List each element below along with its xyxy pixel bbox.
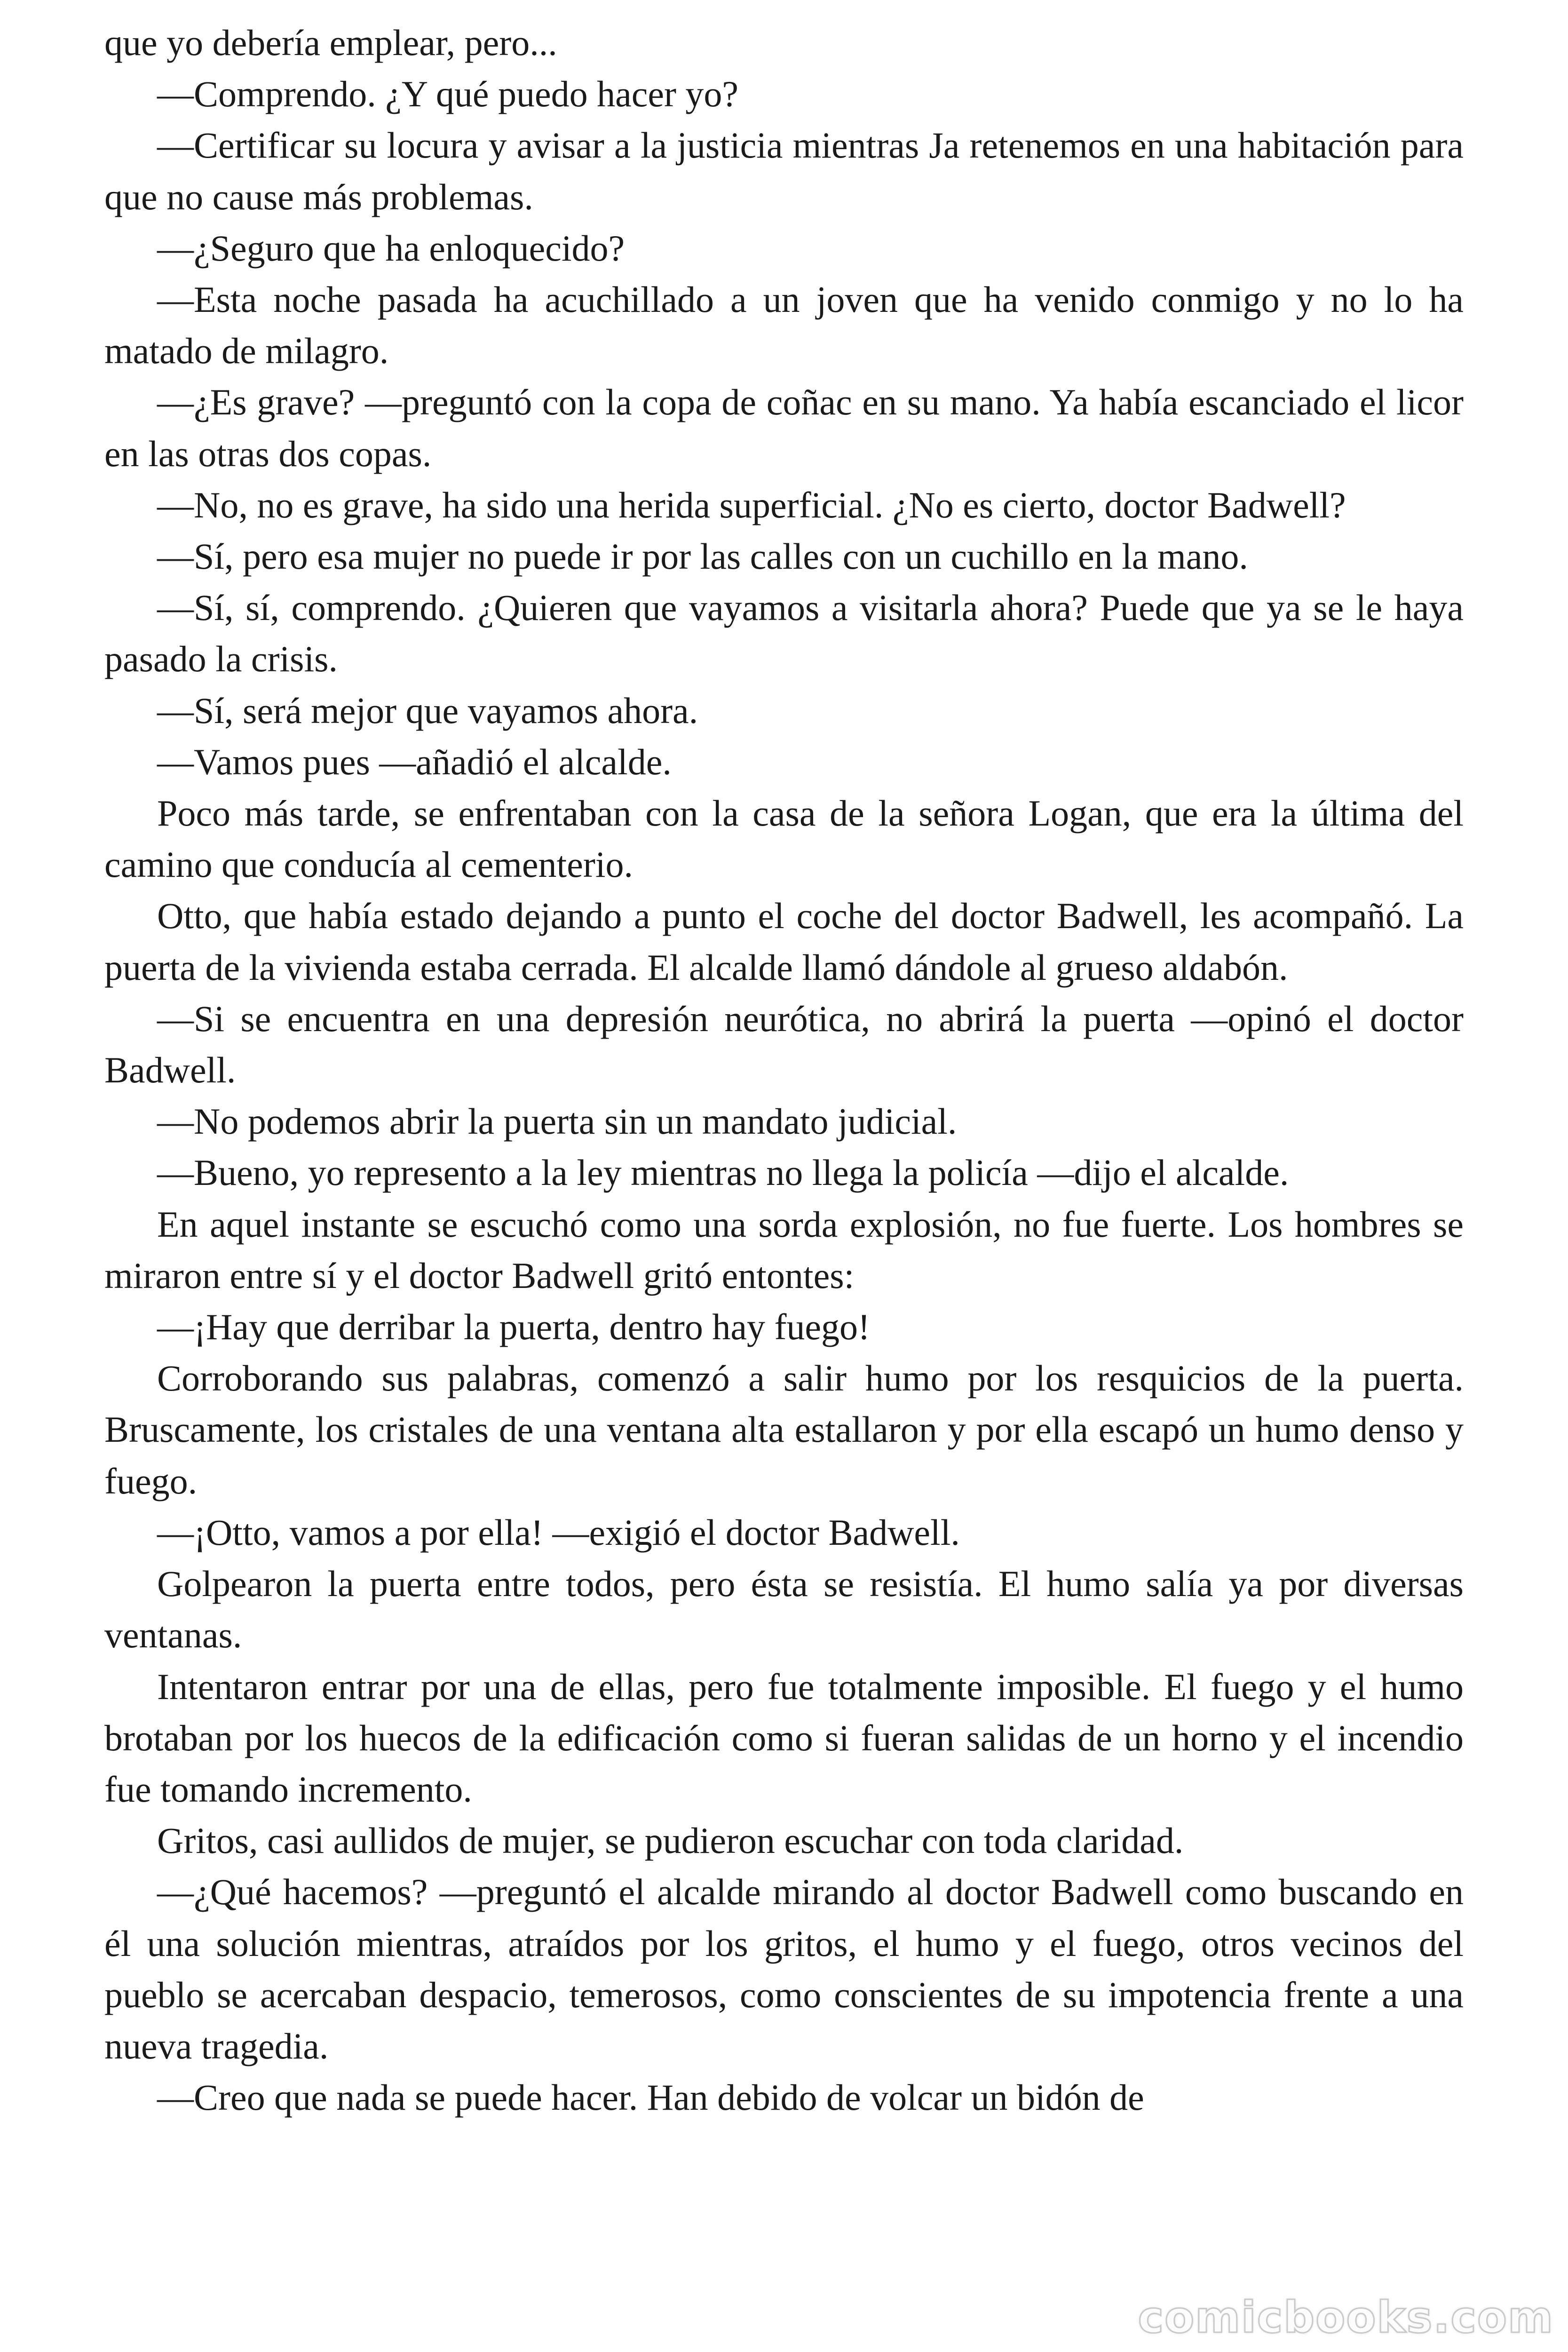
paragraph: En aquel instante se escuchó como una sorda explosión, no fue fuerte. Los hombres se miraron entre sí y el doctor Badwell gritó entontes: [104, 1203, 1464, 1296]
watermark: comicbooks.com [1138, 2292, 1554, 2343]
paragraph: —¿Seguro que ha enloquecido? [157, 227, 625, 269]
paragraph: Poco más tarde, se enfrentaban con la casa de la señora Logan, que era la última del camino que conducía al cementerio. [104, 793, 1464, 885]
paragraph-continuation: que yo debería emplear, pero... [104, 22, 557, 63]
paragraph: —Bueno, yo represento a la ley mientras no llega la policía —dijo el alcalde. [157, 1152, 1289, 1193]
paragraph: —No podemos abrir la puerta sin un mandato judicial. [157, 1101, 957, 1142]
paragraph: —Vamos pues —añadió el alcalde. [157, 741, 672, 782]
paragraph: Golpearon la puerta entre todos, pero ésta se resistía. El humo salía ya por diversas ventanas. [104, 1563, 1464, 1656]
paragraph: —Sí, será mejor que vayamos ahora. [157, 690, 698, 731]
paragraph: —¿Qué hacemos? —preguntó el alcalde mirando al doctor Badwell como buscando en él una solución mientras, atraídos por los gritos, el humo y el fuego, otros vecinos del pueblo se acercaban despacio, temerosos, como conscientes de su impotencia frente a una nueva tragedia. [104, 1871, 1464, 2066]
paragraph: —Creo que nada se puede hacer. Han debido de volcar un bidón de [157, 2077, 1144, 2118]
paragraph: Gritos, casi aullidos de mujer, se pudieron escuchar con toda claridad. [157, 1820, 1184, 1861]
paragraph: —¡Hay que derribar la puerta, dentro hay fuego! [157, 1306, 871, 1348]
paragraph: Otto, que había estado dejando a punto el coche del doctor Badwell, les acompañó. La puerta de la vivienda estaba cerrada. El alcalde llamó dándole al grueso aldabón. [104, 895, 1464, 988]
page-body-text [104, 17, 1464, 2123]
paragraph: Intentaron entrar por una de ellas, pero fue totalmente imposible. El fuego y el humo brotaban por los huecos de la edificación como si fueran salidas de un horno y el incendio fue tomando incremento. [104, 1666, 1464, 1810]
paragraph: —No, no es grave, ha sido una herida superficial. ¿No es cierto, doctor Badwell? [157, 484, 1346, 525]
paragraph: —Sí, pero esa mujer no puede ir por las calles con un cuchillo en la mano. [157, 536, 1248, 577]
paragraph: —Comprendo. ¿Y qué puedo hacer yo? [157, 73, 739, 115]
paragraph: —Certificar su locura y avisar a la justicia mientras Ja retenemos en una habitación para que no cause más problemas. [104, 125, 1464, 217]
paragraph: —¿Es grave? —preguntó con la copa de coñac en su mano. Ya había escanciado el licor en las otras dos copas. [104, 381, 1464, 474]
paragraph: —¡Otto, vamos a por ella! —exigió el doctor Badwell. [157, 1511, 960, 1553]
paragraph: —Si se encuentra en una depresión neurótica, no abrirá la puerta —opinó el doctor Badwell. [104, 998, 1464, 1091]
paragraph: —Sí, sí, comprendo. ¿Quieren que vayamos a visitarla ahora? Puede que ya se le haya pasado la crisis. [104, 587, 1464, 680]
paragraph: —Esta noche pasada ha acuchillado a un joven que ha venido conmigo y no lo ha matado de milagro. [104, 279, 1464, 372]
paragraph: Corroborando sus palabras, comenzó a salir humo por los resquicios de la puerta. Bruscamente, los cristales de una ventana alta estallaron y por ella escapó un humo denso y fuego. [104, 1358, 1464, 1502]
